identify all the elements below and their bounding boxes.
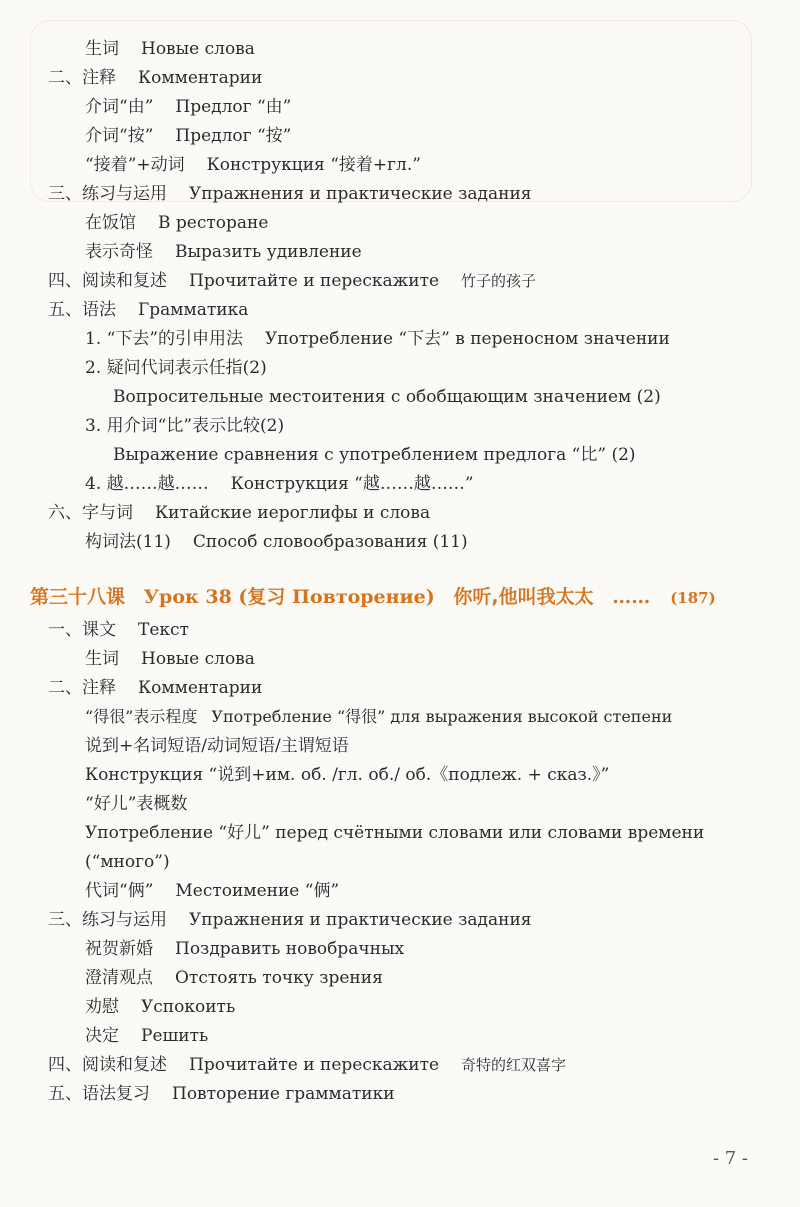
toc-line: 表示奇怪 Выразить удивление — [85, 242, 362, 262]
toc-section: 五、语法复习 Повторение грамматики — [48, 1084, 395, 1104]
toc-line: 劝慰 Успокоить — [85, 997, 236, 1017]
toc-section: 二、注释 Комментарии — [48, 678, 263, 698]
toc-section: 四、阅读和复述 Прочитайте и перескажите 竹子的孩子 — [48, 271, 537, 291]
toc-line: “得很”表示程度 Употребление “得很” для выражения высокой степени — [85, 707, 673, 726]
toc-line: “接着”+动词 Конструкция “接着+гл.” — [85, 155, 421, 175]
toc-line: 构词法(11) Способ словообразования (11) — [85, 532, 468, 552]
reading-title: 奇特的红双喜字 — [461, 1056, 567, 1074]
lesson-heading — [30, 585, 728, 610]
toc-section: 五、语法 Грамматика — [48, 300, 249, 320]
toc-section: 三、练习与运用 Упражнения и практические задания — [48, 184, 532, 204]
toc-line: 决定 Решить — [85, 1026, 209, 1046]
toc-section: 一、课文 Текст — [48, 620, 189, 640]
toc-section: 二、注释 Комментарии — [48, 68, 263, 88]
page-number: - 7 - — [712, 1148, 748, 1169]
toc-line: Конструкция “说到+им. об. /гл. об./ об.《подлеж. + сказ.》” — [85, 765, 610, 785]
toc-line: Вопросительные местоитения с обобщающим значением (2) — [113, 387, 661, 407]
toc-line: Употребление “好儿” перед счётными словами или словами времени — [85, 823, 705, 843]
toc-line: 在饭馆 В ресторане — [85, 213, 269, 233]
toc-line: 2. 疑问代词表示任指(2) — [85, 358, 267, 378]
reading-title: 竹子的孩子 — [461, 272, 537, 290]
lesson-title: 你听,他叫我太太 — [453, 586, 594, 608]
toc-line: “好儿”表概数 — [85, 794, 188, 814]
toc-line: (“много”) — [85, 852, 170, 872]
toc-line: 生词 Новые слова — [85, 39, 255, 59]
toc-line: 澄清观点 Отстоять точку зрения — [85, 968, 383, 988]
toc-section: 三、练习与运用 Упражнения и практические задания — [48, 910, 532, 930]
lesson-number-zh: 第三十八课 — [30, 586, 126, 608]
toc-section: 四、阅读和复述 Прочитайте и перескажите 奇特的红双喜字 — [48, 1055, 567, 1075]
lesson-page: (187) — [670, 589, 716, 607]
toc-line: 生词 Новые слова — [85, 649, 255, 669]
toc-line: 3. 用介词“比”表示比较(2) — [85, 416, 285, 436]
toc-line: 1. “下去”的引申用法 Употребление “下去” в переносном значении — [85, 329, 670, 349]
toc-line: 代词“俩” Местоимение “俩” — [85, 881, 340, 901]
leader-dots: …… — [612, 586, 651, 608]
toc-line: 4. 越……越…… Конструкция “越……越……” — [85, 474, 474, 494]
toc-line: Выражение сравнения с употреблением предлога “比” (2) — [113, 445, 636, 465]
toc-line: 祝贺新婚 Поздравить новобрачных — [85, 939, 405, 959]
toc-line: 说到+名词短语/动词短语/主谓短语 — [85, 736, 349, 756]
toc-line: 介词“由” Предлог “由” — [85, 97, 292, 117]
toc-section: 六、字与词 Китайские иероглифы и слова — [48, 503, 431, 523]
lesson-number-ru: Урок 38 (复习 Повторение) — [143, 586, 435, 608]
toc-line: 介词“按” Предлог “按” — [85, 126, 292, 146]
